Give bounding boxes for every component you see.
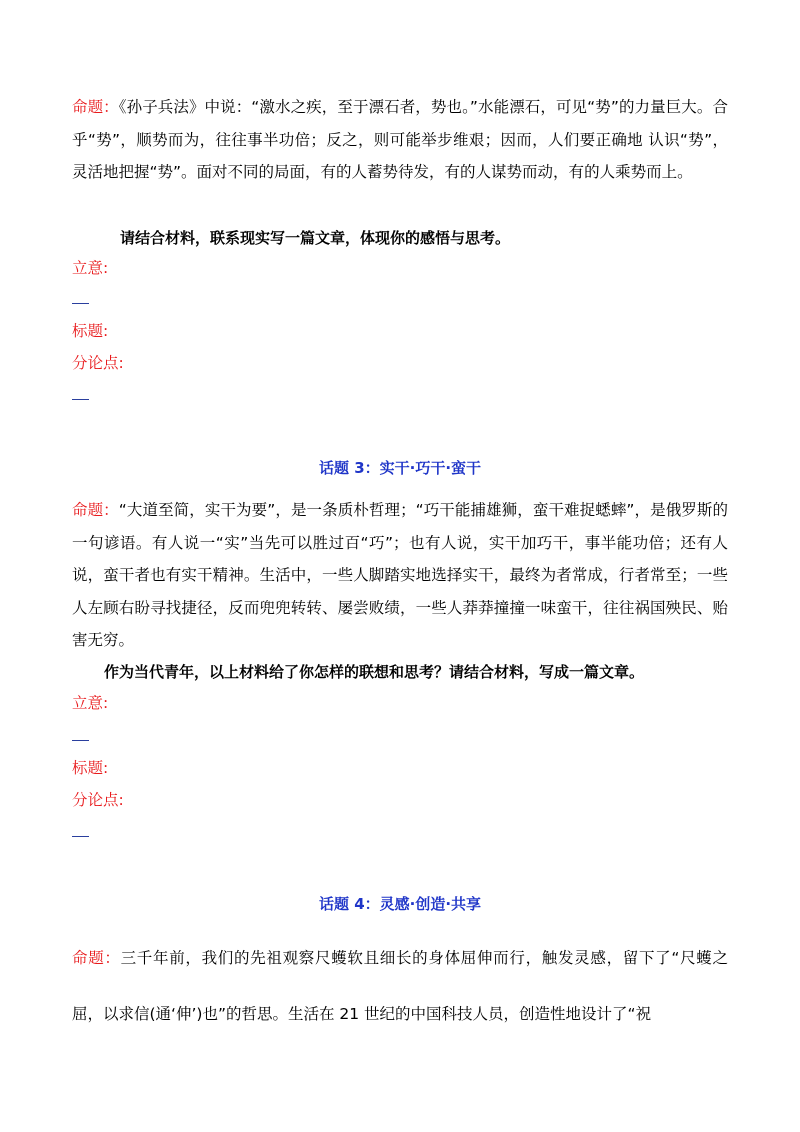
topic3-label: 命题： [72,501,119,519]
topic2-text: 《孙子兵法》中说：“激水之疾，至于漂石者，势也。”水能漂石，可见“势”的力量巨大。合乎“势”，顺势而为，往往事半功倍；反之，则可能举步维艰；因而，人们要正确地 认识“势”，灵活地把握“势”。面对不同的局面，有的人蓄势待发，有的人谋势而动，有的人乘势而上。 [72,98,728,181]
topic4-heading: 话题 4：灵感·创造·共享 [318,895,482,913]
topic2-intent-label: 立意: [72,259,109,277]
topic4-label: 命题： [72,949,121,967]
topic2-label: 命题： [72,98,119,116]
topic2-intent-blank [72,303,89,304]
topic4-text: 三千年前，我们的先祖观察尺蠖软且细长的身体屈伸而行，触发灵感，留下了“尺蠖之屈，以求信(通‘伸’)也”的哲思。生活在 21 世纪的中国科技人员，创造性地设计了“祝 [72,949,728,1023]
topic4-prompt [72,930,728,1042]
topic2-instruction: 请结合材料，联系现实写一篇文章，体现你的感悟与思考。 [120,229,511,247]
topic2-points-label: 分论点: [72,354,124,372]
topic3-instruction: 作为当代青年，以上材料给了你怎样的联想和思考？请结合材料，写成一篇文章。 [104,663,645,681]
topic3-intent-blank [72,740,89,741]
topic2-title-label: 标题: [72,322,109,340]
topic3-text: “大道至简，实干为要”，是一条质朴哲理；“巧干能捕雄狮，蛮干难捉蟋蟀”，是俄罗斯的一句谚语。有人说一“实”当先可以胜过百“巧”；也有人说，实干加巧干，事半能功倍；还有人说，蛮干者也有实干精神。生活中，一些人脚踏实地选择实干，最终为者常成，行者常至；一些人左顾右盼寻找捷径，反而兜兜转转、屡尝败绩，一些人莽莽撞撞一味蛮干，往往祸国殃民、贻害无穷。 [72,501,728,649]
topic2-points-blank [72,399,89,400]
topic3-points-label: 分论点: [72,791,124,809]
topic2-prompt [72,91,728,189]
topic3-heading: 话题 3：实干·巧干·蛮干 [318,459,482,477]
topic3-points-blank [72,836,89,837]
topic3-title-label: 标题: [72,759,109,777]
topic3-prompt [72,494,728,657]
topic3-intent-label: 立意: [72,694,109,712]
